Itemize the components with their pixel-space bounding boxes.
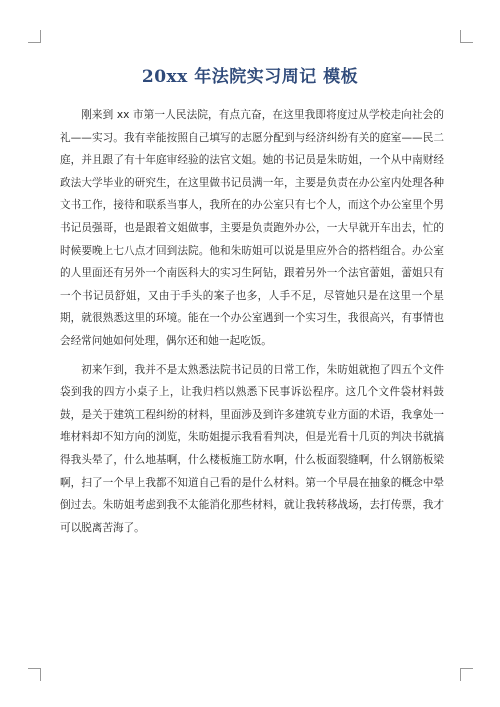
paragraph-2: 初来乍到，我并不是太熟悉法院书记员的日常工作，朱昉姐就抱了四五个文件袋到我的四方小桌子上，让我归档以熟悉下民事诉讼程序。这几个文件袋材料鼓鼓，是关于建筑工程纠纷的材料，里面涉及到许多建筑专业方面的术语，我拿处一堆材料却不知方向的浏览，朱昉姐提示我看看判决，但是光看十几页的判决书就搞得我头晕了，什么地基啊，什么楼板施工防水啊，什么板面裂缝啊，什么钢筋板梁啊，扫了一个早上我都不知道自己看的是什么材料。第一个早晨在抽象的概念中晕倒过去。朱昉姐考虑到我不太能消化那些材料，就让我转移战场，去打传票，我才可以脱离苦海了。 (60, 363, 444, 534)
crop-mark-top-right (460, 30, 473, 43)
document-body (60, 104, 444, 545)
crop-mark-bottom-left (28, 668, 41, 681)
crop-mark-top-left (28, 30, 41, 43)
document-title: 20xx 年法院实习周记 模板 (141, 67, 359, 87)
crop-mark-bottom-right (460, 668, 473, 681)
paragraph-1: 刚来到 xx 市第一人民法院，有点亢奋，在这里我即将度过从学校走向社会的礼——实习。我有幸能按照自己填写的志愿分配到与经济纠纷有关的庭室——民二庭，并且跟了有十年庭审经验的法官文姐。她的书记员是朱昉姐，一个从中南财经政法大学毕业的研究生，在这里做书记员满一年，主要是负责在办公室内处理各种文书工作，接待和联系当事人，我所在的办公室只有七个人，而这个办公室里个男书记员强哥，也是跟着文姐做事，主要是负责跑外办公，一大早就开车出去，忙的时候要晚上七八点才回到法院。他和朱昉姐可以说是里应外合的搭档组合。办公室的人里面还有另外一个南医科大的实习生阿钻，跟着另外一个法官蕾姐，蕾姐只有一个书记员舒姐，又由于手头的案子也多，人手不足，尽管她只是在这里一个星期，就很熟悉这里的环境。能在一个办公室遇到一个实习生，我很高兴，有事情也会经常问她如何处理，偶尔还和她一起吃饭。 (60, 109, 444, 347)
